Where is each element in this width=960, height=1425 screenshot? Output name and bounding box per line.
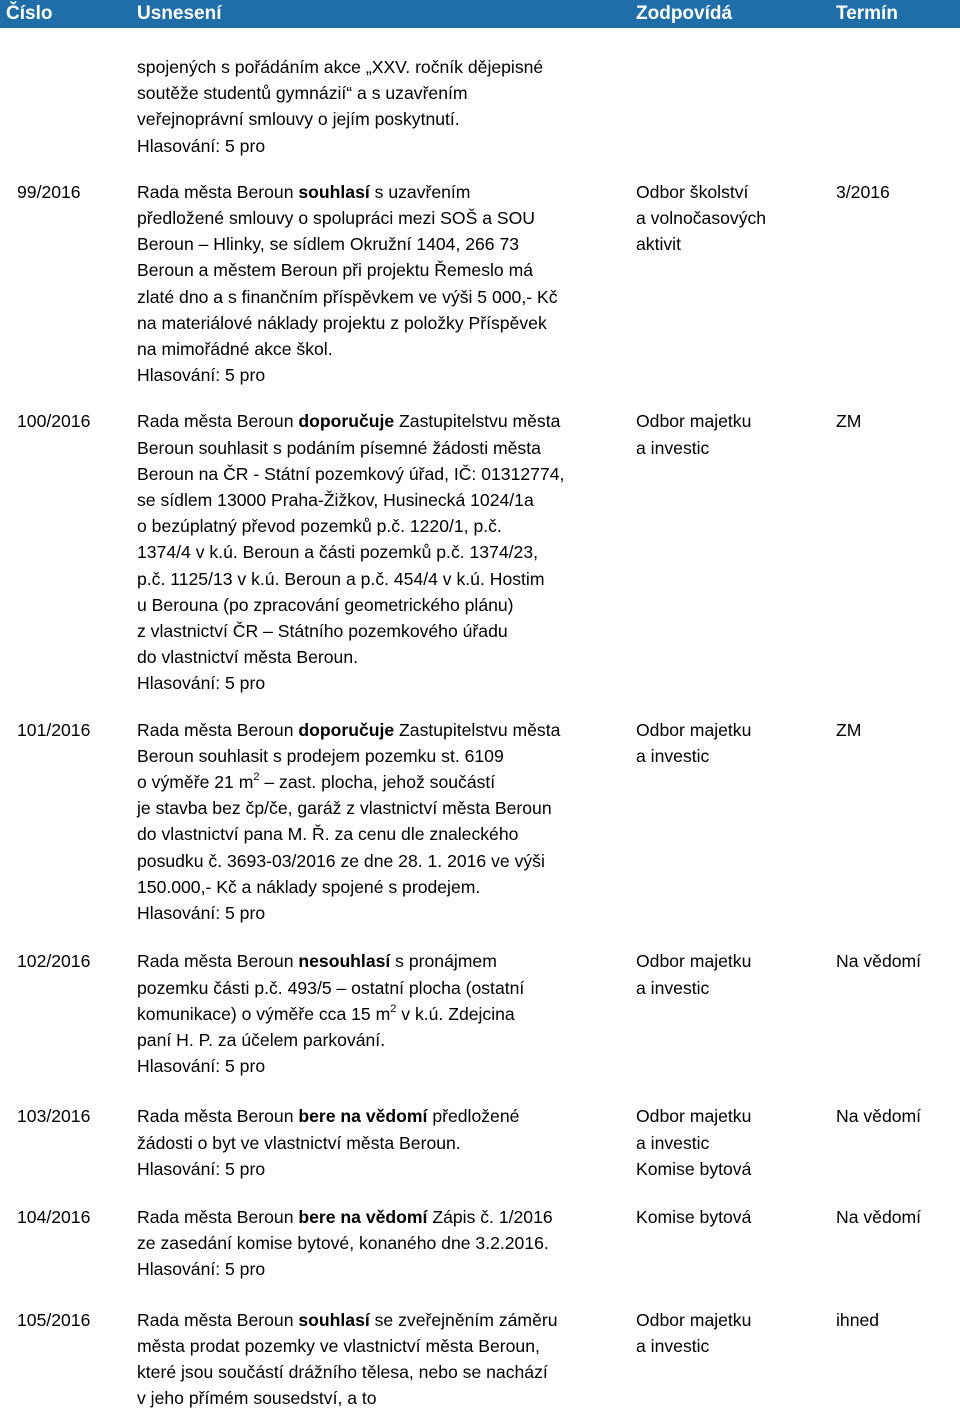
text-line: p.č. 1125/13 v k.ú. Beroun a p.č. 454/4 v k.ú. Hostim — [137, 568, 545, 589]
deadline: Na vědomí — [836, 1206, 922, 1227]
resolution-number: 100/2016 — [17, 411, 91, 432]
text-plain: Zastupitelstvu města — [394, 411, 561, 432]
deadline: ihned — [836, 1309, 880, 1330]
resolution-number: 105/2016 — [17, 1309, 91, 1330]
text-line: 150.000,- Kč a náklady spojené s prodejem. — [137, 876, 481, 897]
resolution-row — [0, 717, 960, 927]
text-plain: s pronájmem — [390, 951, 497, 972]
text-line: o bezúplatný převod pozemků p.č. 1220/1, p.č. — [137, 516, 502, 537]
text-plain: – zast. plocha, jehož součástí — [259, 772, 496, 793]
text-line: žádosti o byt ve vlastnictví města Beroun. — [137, 1132, 461, 1153]
text-line — [137, 1103, 617, 1129]
resolution-row — [0, 948, 960, 1079]
text-plain: se zveřejněním záměru — [369, 1309, 558, 1330]
keyword: souhlasí — [298, 181, 370, 202]
header-termin: Termín — [836, 3, 898, 24]
resolution-number: 101/2016 — [17, 719, 91, 740]
vote-line: Hlasování: 5 pro — [137, 365, 266, 386]
responsible-line: a investic — [636, 745, 710, 766]
responsible-line: Odbor školství — [636, 181, 749, 202]
keyword: doporučuje — [298, 719, 395, 740]
responsible — [636, 1204, 826, 1230]
text-line: Beroun souhlasit s prodejem pozemku st. 6109 — [137, 745, 504, 766]
resolution-row — [0, 408, 960, 696]
responsible-line: Odbor majetku — [636, 951, 752, 972]
text-line: se sídlem 13000 Praha-Žižkov, Husinecká 1024/1a — [137, 490, 534, 511]
text-line: v jeho přímém sousedství, a to — [137, 1388, 377, 1409]
resolution-row — [0, 179, 960, 389]
text-plain: o výměře 21 m — [137, 772, 254, 793]
text-line: u Berouna (po zpracování geometrického plánu) — [137, 594, 514, 615]
table-header — [0, 0, 960, 28]
intro-continuation — [0, 54, 960, 159]
responsible-line: a investic — [636, 1335, 710, 1356]
resolution-number: 99/2016 — [17, 181, 81, 202]
text-line — [137, 1001, 617, 1027]
deadline: ZM — [836, 719, 862, 740]
resolution-text — [137, 1103, 617, 1182]
text-line: soutěže studentů gymnázií“ a s uzavřením — [137, 83, 468, 104]
text-plain: Rada města Beroun — [137, 951, 299, 972]
text-line — [137, 717, 617, 743]
resolution-text — [137, 1204, 617, 1283]
vote-line: Hlasování: 5 pro — [137, 135, 266, 156]
text-plain: Rada města Beroun — [137, 411, 299, 432]
keyword: doporučuje — [298, 411, 395, 432]
responsible-line: Komise bytová — [636, 1206, 752, 1227]
responsible — [636, 717, 826, 769]
text-line: města prodat pozemky ve vlastnictví města Beroun, — [137, 1335, 540, 1356]
responsible-line: Odbor majetku — [636, 719, 752, 740]
text-line: spojených s pořádáním akce „XXV. ročník dějepisné — [137, 57, 544, 77]
responsible-line: a volnočasových — [636, 208, 767, 229]
text-line: 1374/4 v k.ú. Beroun a části pozemků p.č. 1374/23, — [137, 542, 538, 563]
deadline: ZM — [836, 411, 862, 432]
resolution-text — [137, 179, 617, 389]
text-line: z vlastnictví ČR – Státního pozemkového úřadu — [137, 621, 508, 642]
text-plain: s uzavřením — [369, 181, 471, 202]
text-plain: Rada města Beroun — [137, 1309, 299, 1330]
deadline: 3/2016 — [836, 181, 890, 202]
superscript: 2 — [253, 771, 260, 784]
vote-line: Hlasování: 5 pro — [137, 1056, 266, 1077]
responsible — [636, 1307, 826, 1359]
text-line: na materiálové náklady projektu z položky Příspěvek — [137, 312, 547, 333]
responsible-line: a investic — [636, 1132, 710, 1153]
vote-line: Hlasování: 5 pro — [137, 673, 266, 694]
resolution-text — [137, 717, 617, 927]
keyword: bere na vědomí — [298, 1206, 428, 1227]
text-line: Beroun – Hlinky, se sídlem Okružní 1404, 266 73 — [137, 234, 520, 255]
text-line: Beroun a městem Beroun při projektu Řemeslo má — [137, 260, 534, 281]
keyword: nesouhlasí — [298, 951, 391, 972]
vote-line: Hlasování: 5 pro — [137, 1158, 266, 1179]
text-plain: v k.ú. Zdejcina — [396, 1003, 515, 1024]
responsible-line: aktivit — [636, 234, 681, 255]
text-line: pozemku části p.č. 493/5 – ostatní plocha (ostatní — [137, 977, 525, 998]
text-line — [137, 769, 617, 795]
responsible — [636, 948, 826, 1000]
text-line: předložené smlouvy o spolupráci mezi SOŠ a SOU — [137, 208, 535, 229]
text-line: Beroun na ČR - Státní pozemkový úřad, IČ: 01312774, — [137, 463, 565, 484]
responsible — [636, 1103, 826, 1182]
responsible-line: Odbor majetku — [636, 1106, 752, 1127]
deadline: Na vědomí — [836, 951, 922, 972]
resolution-row — [0, 1307, 960, 1412]
text-plain: předložené — [427, 1106, 520, 1127]
text-line: které jsou součástí drážního tělesa, nebo se nachází — [137, 1361, 548, 1382]
resolution-number: 103/2016 — [17, 1106, 91, 1127]
text-plain: Zastupitelstvu města — [394, 719, 561, 740]
text-line: na mimořádné akce škol. — [137, 339, 333, 360]
responsible-line: Komise bytová — [636, 1158, 752, 1179]
text-line: je stavba bez čp/če, garáž z vlastnictví města Beroun — [137, 798, 552, 819]
header-usneseni: Usnesení — [137, 3, 222, 24]
resolution-row — [0, 1204, 960, 1283]
text-plain: Rada města Beroun — [137, 181, 299, 202]
resolution-number: 104/2016 — [17, 1206, 91, 1227]
text-line — [137, 948, 617, 974]
text-line: do vlastnictví pana M. Ř. za cenu dle znaleckého — [137, 824, 519, 845]
responsible-line: a investic — [636, 977, 710, 998]
intro-text — [137, 54, 617, 159]
responsible — [636, 179, 826, 258]
resolution-number: 102/2016 — [17, 951, 91, 972]
deadline: Na vědomí — [836, 1106, 922, 1127]
text-plain: Rada města Beroun — [137, 719, 299, 740]
text-line — [137, 408, 617, 434]
header-zodpovida: Zodpovídá — [636, 3, 733, 24]
resolution-text — [137, 408, 617, 696]
keyword: souhlasí — [298, 1309, 370, 1330]
vote-line: Hlasování: 5 pro — [137, 1259, 266, 1280]
text-plain: Rada města Beroun — [137, 1206, 299, 1227]
superscript: 2 — [390, 1002, 397, 1015]
text-plain: komunikace) o výměře cca 15 m — [137, 1003, 391, 1024]
text-line: do vlastnictví města Beroun. — [137, 647, 359, 668]
text-line: veřejnoprávní smlouvy o jejím poskytnutí. — [137, 109, 460, 130]
text-plain: Zápis č. 1/2016 — [427, 1206, 553, 1227]
text-line — [137, 1307, 617, 1333]
text-line — [137, 179, 617, 205]
text-line: paní H. P. za účelem parkování. — [137, 1029, 386, 1050]
responsible-line: a investic — [636, 437, 710, 458]
text-line: Beroun souhlasit s podáním písemné žádosti města — [137, 437, 541, 458]
resolution-text — [137, 1307, 617, 1412]
responsible-line: Odbor majetku — [636, 411, 752, 432]
text-line: ze zasedání komise bytové, konaného dne 3.2.2016. — [137, 1233, 549, 1254]
responsible-line: Odbor majetku — [636, 1309, 752, 1330]
vote-line: Hlasování: 5 pro — [137, 903, 266, 924]
text-plain: Rada města Beroun — [137, 1106, 299, 1127]
responsible — [636, 408, 826, 460]
resolution-text — [137, 948, 617, 1079]
text-line: zlaté dno a s finančním příspěvkem ve výši 5 000,- Kč — [137, 286, 558, 307]
header-cislo: Číslo — [6, 3, 53, 24]
resolution-row — [0, 1103, 960, 1182]
text-line — [137, 1204, 617, 1230]
keyword: bere na vědomí — [298, 1106, 428, 1127]
text-line: posudku č. 3693-03/2016 ze dne 28. 1. 2016 ve výši — [137, 850, 545, 871]
resolution-list — [0, 54, 960, 1411]
